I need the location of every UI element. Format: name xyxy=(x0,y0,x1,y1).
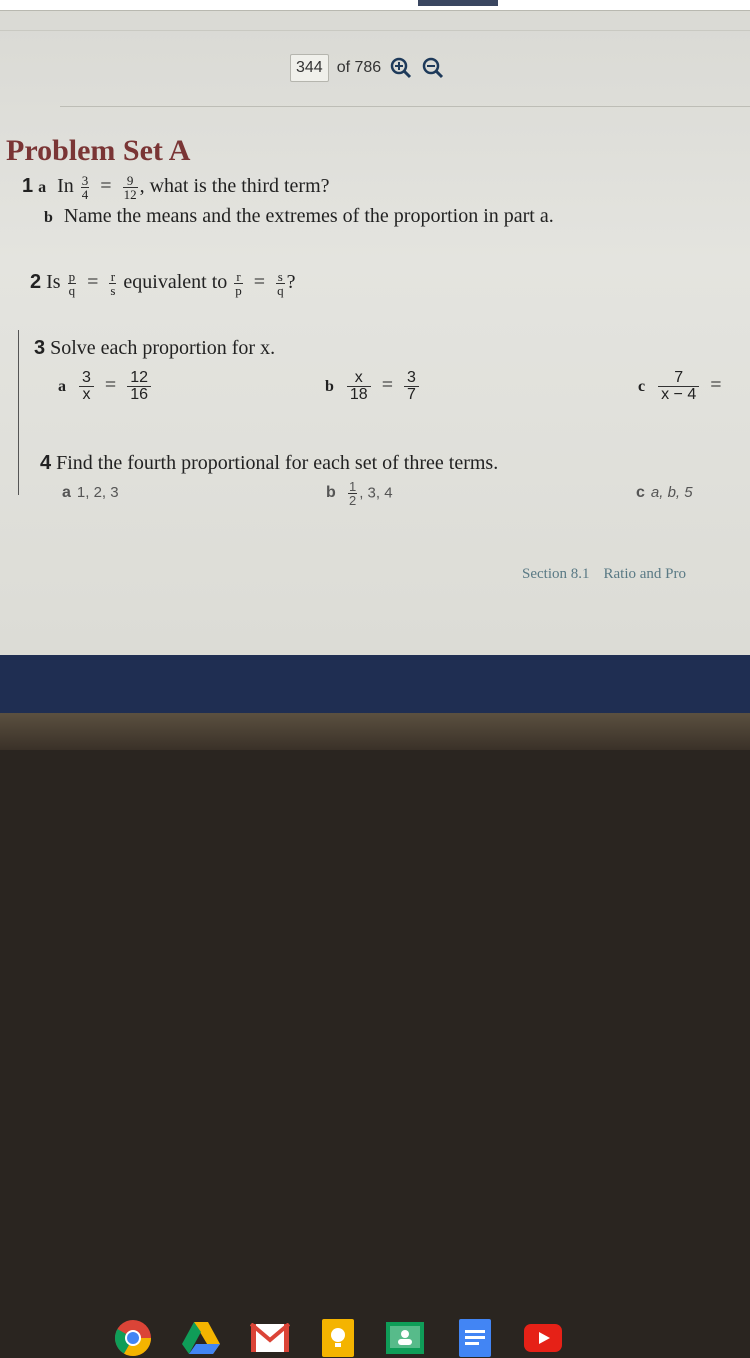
problem-1a: 1 a In $\frac{3}{4}$ = $\frac{9}{12}$ , what is the third term? xyxy=(22,173,330,202)
page-title: Problem Set A xyxy=(6,134,191,167)
problem-3a: a $\frac{3}{x}$ = $\frac{12}{16}$ xyxy=(58,370,153,403)
page-total: of 786 xyxy=(336,59,382,76)
fraction: $\frac{7}{x - 4}$ xyxy=(658,370,699,403)
fraction: $\frac{3}{7}$ xyxy=(404,370,419,403)
chrome-icon[interactable] xyxy=(113,1318,153,1358)
problem-4c: c a, b, 5 xyxy=(636,484,693,501)
docs-icon[interactable] xyxy=(455,1318,495,1358)
top-strip xyxy=(0,0,750,11)
problem-4a: a 1, 2, 3 xyxy=(62,484,119,501)
zoom-in-icon[interactable] xyxy=(389,56,413,80)
fraction: $\frac{3}{x}$ xyxy=(79,370,94,403)
page-number-input[interactable]: 344 xyxy=(290,54,329,82)
youtube-icon[interactable] xyxy=(523,1318,563,1358)
fraction: $\frac{3}{4}$ xyxy=(81,173,89,202)
keep-icon[interactable] xyxy=(318,1318,358,1358)
fraction: $\frac{s}{q}$ xyxy=(277,269,284,298)
drive-icon[interactable] xyxy=(181,1318,221,1358)
problem-4: 4 Find the fourth proportional for each set of three terms. xyxy=(40,452,499,474)
fraction: $\frac{r}{s}$ xyxy=(110,269,116,298)
page-navigator xyxy=(290,54,445,82)
fraction: $\frac{x}{18}$ xyxy=(347,370,371,403)
fraction: $\frac{9}{12}$ xyxy=(123,173,137,202)
divider xyxy=(0,30,750,31)
page-footer: Section 8.1 Ratio and Pro xyxy=(522,566,686,582)
classroom-icon[interactable] xyxy=(385,1318,425,1358)
problem-3: 3 Solve each proportion for x. xyxy=(34,337,276,359)
divider xyxy=(60,106,750,107)
tab-indicator xyxy=(418,0,498,6)
fraction: $\frac{r}{p}$ xyxy=(235,269,242,298)
fraction: $\frac{12}{16}$ xyxy=(127,370,151,403)
problem-4b: b $\frac{1}{2}$ , 3, 4 xyxy=(326,479,393,508)
document-viewer xyxy=(0,0,750,655)
zoom-out-icon[interactable] xyxy=(421,56,445,80)
monitor-bezel xyxy=(0,713,750,750)
problem-3b: b $\frac{x}{18}$ = $\frac{3}{7}$ xyxy=(325,370,421,403)
taskbar xyxy=(0,655,750,713)
problem-2: 2 Is $\frac{p}{q}$ = $\frac{r}{s}$ equivalent to $\frac{r}{p}$ = $\frac{s}{q}$ ? xyxy=(30,269,296,298)
margin-line xyxy=(18,330,19,495)
problem-3c: c $\frac{7}{x - 4}$ = xyxy=(638,369,722,403)
problem-1b: b Name the means and the extremes of the proportion in part a. xyxy=(44,205,554,227)
fraction: $\frac{p}{q}$ xyxy=(68,269,76,298)
gmail-icon[interactable] xyxy=(250,1318,290,1358)
fraction: $\frac{1}{2}$ xyxy=(348,479,357,508)
